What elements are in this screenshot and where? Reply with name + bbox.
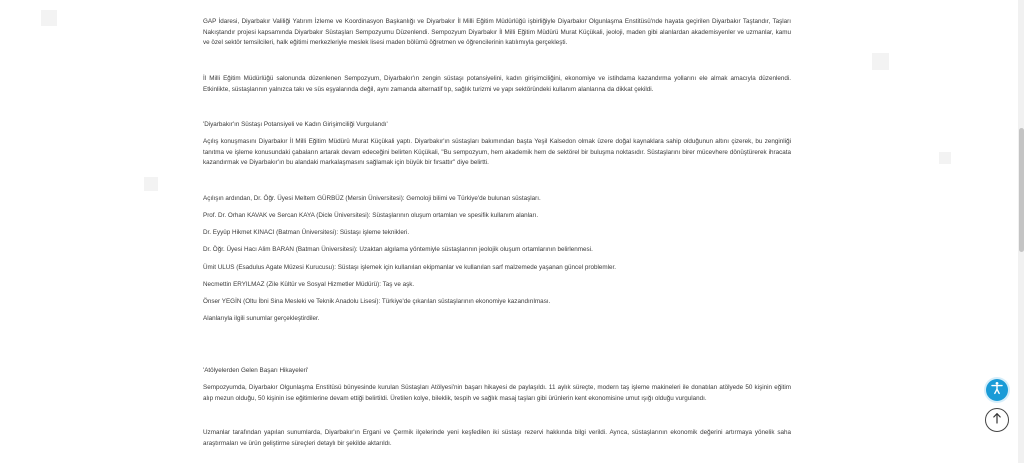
article-paragraph-symposium: İl Milli Eğitim Müdürlüğü salonunda düzenlenen Sempozyum, Diyarbakır'ın zengin süstaşı potansiyelini, kadın girişimciliğini, ekonomiye ve istihdama kazandırma yollarını ele almak amacıyla düzenlendi. Etkinlikte, süstaşlarının yalnızca takı ve süs eşyalarında değil, aynı zamanda alternatif tıp, sağlık turizmi ve yapı sektöründeki kullanım alanlarına da dikkat çekildi. bbox=[203, 75, 791, 93]
article-paragraph-opening-speech: Açılış konuşmasını Diyarbakır İl Milli Eğitim Müdürü Murat Küçükali yaptı. Diyarbakır'ın süstaşları bakımından başta Yeşil Kalsedon olmak üzere doğal kaynaklara sahip olduğunun altını çizerek, bu zenginliği tanıtma ve işleme konusundaki çabaların artarak devam edeceğini belirten Küçükali, "Bu sempozyum, hem akademik hem de sektörel bir buluşma noktasıdır. Süstaşlarını birer mücevhere dönüştürerek ihracata kazandırmak ve Diyarbakır'ın bu alandaki markalaşmasını sağlamak için büyük bir fırsattır" diye belirtti. bbox=[203, 138, 791, 167]
article-paragraph-intro: GAP İdaresi, Diyarbakır Valiliği Yatırım İzleme ve Koordinasyon Başkanlığı ve Diyarbakır İl Milli Eğitim Müdürlüğü işbirliğiyle Diyarbakır Olgunlaşma Enstitüsü'nde hayata geçirilen Diyarbakır Taştandır, Taşları Nakıştandır projesi kapsamında Diyarbakır Süstaşları Sempozyumu Düzenlendi. Sempozyum Diyarbakır İl Milli Eğitim Müdürü Murat Küçükali, jeoloji, maden gibi alanlardan akademisyenler ve uzmanlar, kamu ve özel sektör temsilcileri, halk eğitimi merkezleriyle meslek lisesi maden bölümü öğretmen ve öğrencilerinin katılımıyla gerçekleşti. bbox=[203, 18, 791, 47]
background-decoration bbox=[144, 177, 158, 191]
presenter-list-item: Alanlarıyla ilgili sunumlar gerçekleştirdiler. bbox=[203, 315, 320, 322]
page-scrollbar[interactable] bbox=[1018, 0, 1024, 463]
scrollbar-thumb[interactable] bbox=[1019, 128, 1024, 252]
background-decoration bbox=[41, 10, 57, 26]
presenter-list-item: Ümit ULUS (Esadulus Agate Müzesi Kurucusu): Süstaşı işlemek için kullanılan ekipmanlar ve kullanılan sarf malzemede yaşanan güncel problemler. bbox=[203, 264, 616, 271]
accessibility-icon bbox=[990, 381, 1004, 400]
background-decoration bbox=[939, 152, 951, 164]
article-subheading-success-stories: 'Atölyelerden Gelen Başarı Hikayeleri' bbox=[203, 367, 309, 374]
presenter-list-item: Dr. Öğr. Üyesi Hacı Alim BARAN (Batman Üniversitesi): Uzaktan algılama yöntemiyle süstaşlarının jeolojik oluşum ortamlarının belirlenmesi. bbox=[203, 246, 593, 253]
accessibility-button[interactable] bbox=[986, 379, 1008, 401]
scroll-to-top-button[interactable] bbox=[985, 408, 1009, 432]
presenter-list-item: Açılışın ardından, Dr. Öğr. Üyesi Meltem GÜRBÜZ (Mersin Üniversitesi): Gemoloji bilimi ve Türkiye'de bulunan süstaşları. bbox=[203, 195, 541, 202]
presenter-list-item: Necmettin ERYILMAZ (Zile Kültür ve Sosyal Hizmetler Müdürü): Taş ve aşk. bbox=[203, 281, 415, 288]
presenter-list-item: Önser YEGİN (Oltu İbni Sina Mesleki ve Teknik Anadolu Lisesi): Türkiye'de çıkarılan süstaşlarının ekonomiye kazandırılması. bbox=[203, 298, 551, 305]
background-decoration bbox=[872, 53, 889, 70]
presenter-list-item: Prof. Dr. Orhan KAVAK ve Sercan KAYA (Dicle Üniversitesi): Süstaşlarının oluşum ortamları ve spesifik kullanım alanları. bbox=[203, 212, 539, 219]
article-paragraph-experts: Uzmanlar tarafından yapılan sunumlarda, Diyarbakır'ın Ergani ve Çermik ilçelerinde yeni keşfedilen iki süstaşı rezervi hakkında bilgi verildi. Ayrıca, süstaşlarının ekonomik değerini artırmaya yönelik saha araştırmaları ve ürün geliştirme süreçleri detaylı bir şekilde aktarıldı. bbox=[203, 429, 791, 447]
article-paragraph-workshop: Sempozyumda, Diyarbakır Olgunlaşma Enstitüsü bünyesinde kurulan Süstaşları Atölyesi'nin başarı hikayesi de paylaşıldı. 11 aylık süreçte, modern taş işleme makineleri ile donatılan atölyede 50 kişinin eğitim alıp mezun olduğu, 50 kişinin ise eğitimlerine devam ettiği belirtildi. Üretilen kolye, bileklik, tespih ve sağlık masaj taşları gibi ürünlerin kent ekonomisine umut ışığı olduğu vurgulandı. bbox=[203, 384, 791, 402]
presenter-list-item: Dr. Eyyüp Hikmet KINACI (Batman Üniversitesi): Süstaşı işleme teknikleri. bbox=[203, 229, 410, 236]
article-subheading-potential: 'Diyarbakır'ın Süstaşı Potansiyeli ve Kadın Girişimciliği Vurgulandı' bbox=[203, 121, 388, 128]
arrow-up-icon bbox=[992, 411, 1002, 429]
